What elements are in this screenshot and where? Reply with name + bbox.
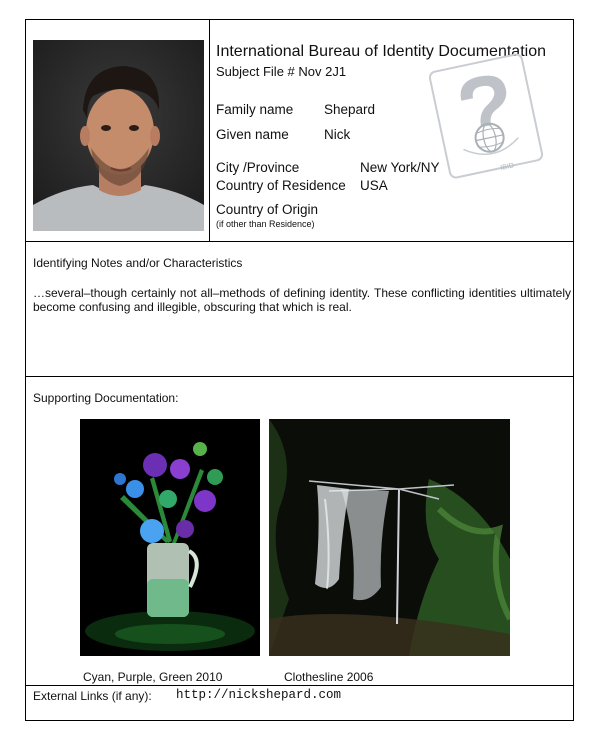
family-name-value: Shepard [324, 102, 376, 117]
subject-portrait-photo [33, 40, 204, 231]
artwork-caption-2: Clothesline 2006 [284, 670, 374, 684]
external-links-label: External Links (if any): [33, 689, 152, 703]
country-residence-label: Country of Residence [216, 178, 346, 193]
header-divider [209, 19, 210, 241]
subject-file-number: Subject File # Nov 2J1 [216, 64, 347, 79]
given-name-value: Nick [324, 127, 351, 142]
artwork-caption-1: Cyan, Purple, Green 2010 [83, 670, 223, 684]
city-label: City /Province [216, 160, 300, 175]
notes-label: Identifying Notes and/or Characteristics [33, 256, 243, 270]
section-divider-3 [25, 685, 574, 686]
notes-text: …several–though certainly not all–methods of defining identity. These conflicting identities ultimately become confusing and illegible, obscuring that which is real. [33, 286, 571, 314]
country-origin-note: (if other than Residence) [216, 219, 315, 229]
flowers-vase-illustration [80, 419, 260, 656]
ibid-stamp-icon [427, 52, 545, 180]
artwork-image-flowers [80, 419, 260, 656]
section-divider-1 [25, 241, 574, 242]
stamp-text: IBID [499, 162, 515, 172]
section-divider-2 [25, 376, 574, 377]
portrait-illustration [33, 40, 204, 231]
country-residence-value: USA [360, 178, 388, 193]
family-name-label: Family name [216, 102, 294, 117]
supporting-documentation-label: Supporting Documentation: [33, 391, 179, 405]
artwork-image-clothesline [269, 419, 510, 656]
document-title: International Bureau of Identity Documentation [216, 43, 546, 60]
country-origin-label: Country of Origin [216, 202, 319, 217]
city-value: New York/NY [360, 160, 440, 175]
external-link-url[interactable]: http://nickshepard.com [176, 688, 342, 702]
given-name-label: Given name [216, 127, 289, 142]
clothesline-illustration [269, 419, 510, 656]
